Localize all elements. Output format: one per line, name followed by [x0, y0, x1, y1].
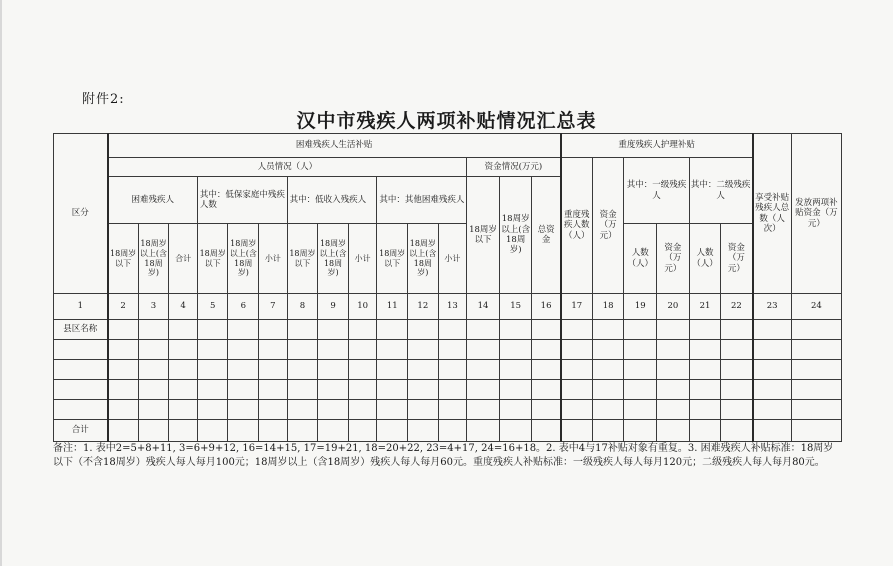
header-severe-care-subsidy: 重度残疾人护理补贴 — [561, 134, 753, 158]
total-row-label: 合计 — [54, 420, 108, 442]
header-grade2-funds: 资金（万元） — [721, 224, 753, 294]
column-number: 12 — [408, 294, 439, 320]
header-over18: 18周岁以上(含18周岁) — [408, 224, 439, 294]
column-number: 22 — [721, 294, 753, 320]
footnote: 备注：1. 表中2=5+8+11, 3=6+9+12, 16=14+15, 17=19+21, 18=20+22, 23=4+17, 24=16+18。2. 表中4与17补贴对象有重复。3. 困难残疾人补贴标准：18周岁以下（不含18周岁）残疾人每人每月100元；18周岁以上（含18周岁）残疾人每人每月60元。重度残疾人补贴标准：一级残疾人每人每月120元；二级残疾人每人每月80元。 — [53, 443, 834, 468]
header-total-issued: 发放两项补贴资金（万元） — [791, 134, 841, 294]
header-subtotal: 小计 — [438, 224, 467, 294]
column-number: 1 — [54, 294, 108, 320]
column-number: 6 — [228, 294, 259, 320]
header-over18: 18周岁以上(含18周岁) — [228, 224, 259, 294]
header-low-income: 其中：低收入残疾人 — [287, 177, 377, 224]
column-number: 7 — [259, 294, 288, 320]
header-severe-count: 重度残疾人数（人） — [561, 158, 593, 294]
column-number: 20 — [657, 294, 690, 320]
table-row — [54, 360, 842, 380]
column-number: 15 — [499, 294, 532, 320]
header-severe-funds: 资金（万元） — [592, 158, 624, 294]
header-funds-under18: 18周岁以下 — [467, 177, 500, 294]
header-total-recipients: 享受补贴残疾人总数（人次） — [753, 134, 792, 294]
header-total: 合计 — [169, 224, 198, 294]
column-number: 24 — [791, 294, 841, 320]
header-grade2-count: 人数（人） — [689, 224, 721, 294]
page-title: 汉中市残疾人两项补贴情况汇总表 — [296, 110, 597, 132]
header-grade1-count: 人数（人） — [624, 224, 657, 294]
header-grade2: 其中：二级残疾人 — [689, 158, 752, 224]
header-poor-disabled: 困难残疾人 — [108, 177, 198, 224]
column-number: 23 — [753, 294, 792, 320]
header-under18: 18周岁以下 — [287, 224, 318, 294]
column-number: 3 — [138, 294, 169, 320]
header-grade1: 其中：一级残疾人 — [624, 158, 689, 224]
header-grade1-funds: 资金（万元） — [657, 224, 690, 294]
column-number: 10 — [348, 294, 377, 320]
column-number: 13 — [438, 294, 467, 320]
header-over18: 18周岁以上(含18周岁) — [318, 224, 349, 294]
column-number: 2 — [108, 294, 139, 320]
header-over18: 18周岁以上(含18周岁) — [138, 224, 169, 294]
header-under18: 18周岁以下 — [197, 224, 228, 294]
column-number: 11 — [377, 294, 408, 320]
table-row — [54, 320, 842, 340]
header-subtotal: 小计 — [259, 224, 288, 294]
column-number: 19 — [624, 294, 657, 320]
header-personnel: 人员情况（人） — [108, 158, 467, 177]
table-row — [54, 400, 842, 420]
table-row — [54, 340, 842, 360]
column-number: 4 — [169, 294, 198, 320]
summary-table — [53, 133, 842, 442]
column-number: 21 — [689, 294, 721, 320]
column-number: 9 — [318, 294, 349, 320]
header-subtotal: 小计 — [348, 224, 377, 294]
header-low-income-family: 其中：低保家庭中残疾人数 — [197, 177, 287, 224]
header-funds: 资金情况(万元) — [467, 158, 561, 177]
column-number: 14 — [467, 294, 500, 320]
header-under18: 18周岁以下 — [108, 224, 139, 294]
header-region: 区分 — [54, 134, 108, 294]
header-other-poor: 其中：其他困难残疾人 — [377, 177, 467, 224]
column-number: 16 — [532, 294, 561, 320]
column-number: 17 — [561, 294, 593, 320]
table-row — [54, 380, 842, 400]
column-number: 18 — [592, 294, 624, 320]
column-number: 8 — [287, 294, 318, 320]
header-under18: 18周岁以下 — [377, 224, 408, 294]
column-number-row — [54, 294, 842, 320]
attachment-label: 附件2: — [82, 92, 125, 107]
column-number: 5 — [197, 294, 228, 320]
county-name-label: 县区名称 — [54, 320, 108, 340]
header-total-funds: 总资金 — [532, 177, 561, 294]
header-poor-living-subsidy: 困难残疾人生活补贴 — [108, 134, 561, 158]
table-row-total — [54, 420, 842, 442]
header-funds-over18: 18周岁以上(含18周岁) — [499, 177, 532, 294]
